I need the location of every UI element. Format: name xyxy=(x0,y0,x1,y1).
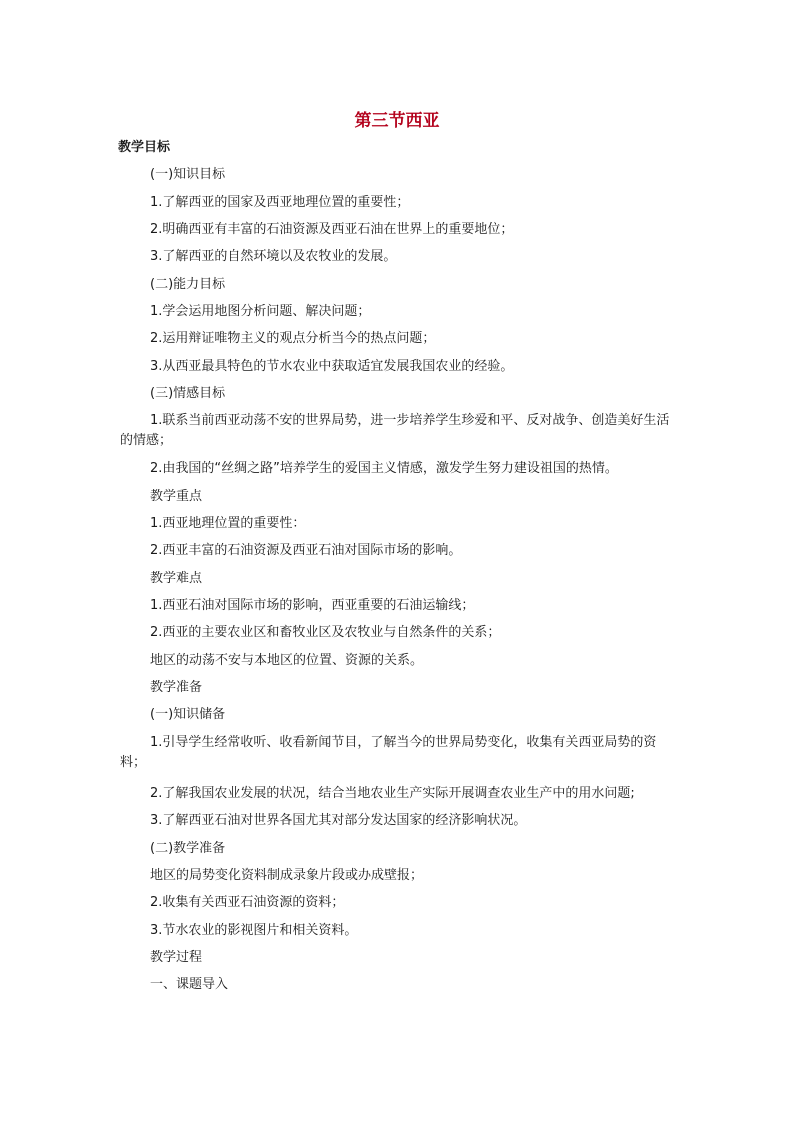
difficulty-item: 2.西亚的主要农业区和畜牧业区及农牧业与自然条件的关系； xyxy=(150,625,501,640)
knowledge-reserve-item: 2.了解我国农业发展的状况，结合当地农业生产实际开展调查农业生产中的用水问题; xyxy=(150,786,635,801)
page-title: 第三节西亚 xyxy=(354,111,440,131)
knowledge-goal-heading: (一)知识目标 xyxy=(150,167,226,182)
key-points-heading: 教学重点 xyxy=(150,489,203,504)
intro-heading: 一、课题导入 xyxy=(150,977,229,992)
ability-goal-item: 2.运用辩证唯物主义的观点分析当今的热点问题； xyxy=(150,331,436,346)
teaching-prep-item: 3.节水农业的影视图片和相关资料。 xyxy=(150,923,358,938)
knowledge-reserve-heading: (一)知识储备 xyxy=(150,707,226,722)
knowledge-goal-item: 3.了解西亚的自然环境以及农牧业的发展。 xyxy=(150,249,397,264)
knowledge-goal-item: 1.了解西亚的国家及西亚地理位置的重要性； xyxy=(150,195,410,210)
emotion-goal-item: 1.联系当前西亚动荡不安的世界局势，进一步培养学生珍爱和平、反对战争、创造美好生活的情感； xyxy=(120,413,670,448)
knowledge-goal-item: 2.明确西亚有丰富的石油资源及西亚石油在世界上的重要地位； xyxy=(150,222,514,237)
ability-goal-item: 3.从西亚最具特色的节水农业中获取适宜发展我国农业的经验。 xyxy=(150,359,514,374)
difficulties-heading: 教学难点 xyxy=(150,571,203,586)
emotion-goal-item: 2.由我国的“丝绸之路”培养学生的爱国主义情感，激发学生努力建设祖国的热情。 xyxy=(150,461,618,476)
preparation-heading: 教学准备 xyxy=(150,680,203,695)
teaching-prep-heading: (二)教学准备 xyxy=(150,841,226,856)
heading-objectives: 教学目标 xyxy=(118,140,171,155)
teaching-prep-item: 地区的局势变化资料制成录象片段或办成壁报； xyxy=(150,868,424,883)
difficulty-item: 1.西亚石油对国际市场的影响，西亚重要的石油运输线； xyxy=(150,598,475,613)
key-point-item: 2.西亚丰富的石油资源及西亚石油对国际市场的影响。 xyxy=(150,543,462,558)
knowledge-reserve-item: 3.了解西亚石油对世界各国尤其对部分发达国家的经济影响状况。 xyxy=(150,813,527,828)
process-heading: 教学过程 xyxy=(150,950,203,965)
teaching-prep-item: 2.收集有关西亚石油资源的资料； xyxy=(150,895,345,910)
difficulty-item: 地区的动荡不安与本地区的位置、资源的关系。 xyxy=(150,653,424,668)
key-point-item: 1.西亚地理位置的重要性： xyxy=(150,516,306,531)
knowledge-reserve-item: 1.引导学生经常收听、收看新闻节目，了解当今的世界局势变化，收集有关西亚局势的资料； xyxy=(120,735,657,770)
ability-goal-item: 1.学会运用地图分析问题、解决问题； xyxy=(150,304,371,319)
ability-goal-heading: (二)能力目标 xyxy=(150,277,226,292)
emotion-goal-heading: (三)情感目标 xyxy=(150,386,226,401)
